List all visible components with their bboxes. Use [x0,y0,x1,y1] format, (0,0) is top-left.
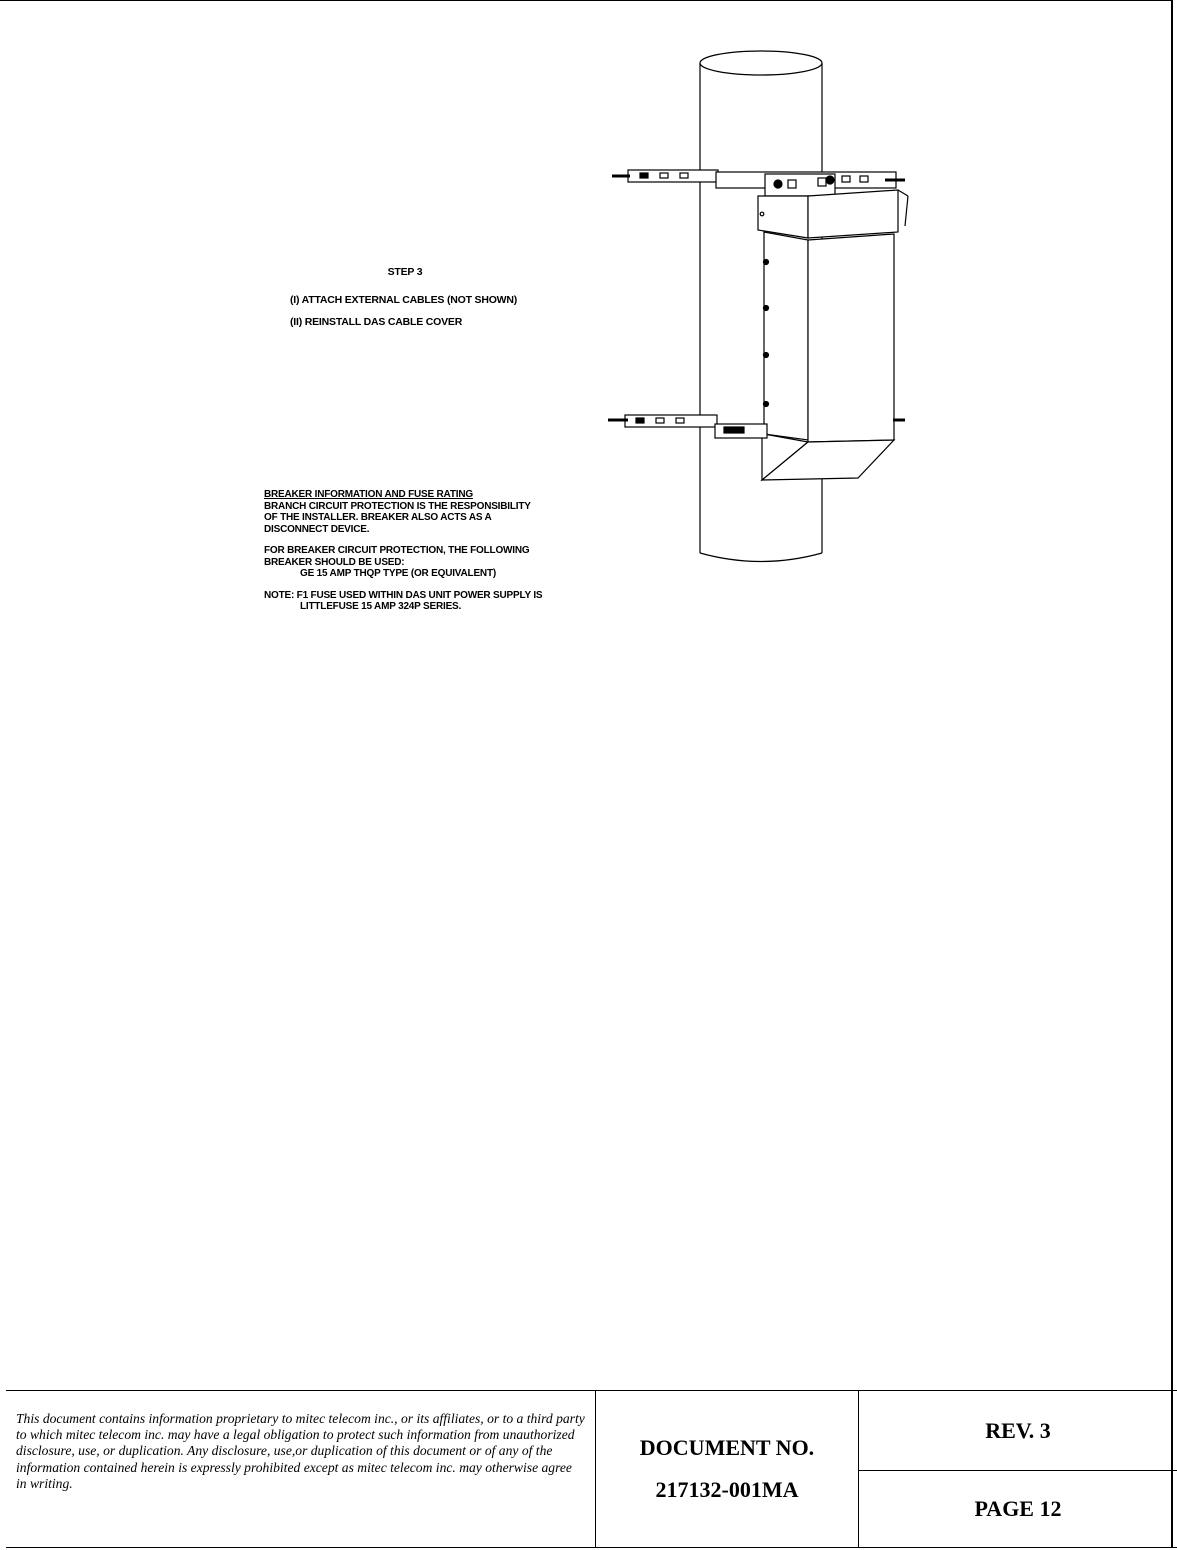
breaker-information [264,489,594,623]
step-line-1: (I) ATTACH EXTERNAL CABLES (NOT SHOWN) [290,294,518,306]
fuse-note-line2: LITTLEFUSE 15 AMP 324P SERIES. [300,601,462,612]
breaker-p2-line2: BREAKER SHOULD BE USED: [264,556,405,568]
breaker-p2-line1: FOR BREAKER CIRCUIT PROTECTION, THE FOLLOWING [264,545,530,556]
proprietary-notice: This document contains information proprietary to mitec telecom inc., or its affiliates, or to a third party to which mitec telecom inc. may have a legal obligation to protect such information from unauthorized disclosure, use, or duplication. Any disclosure, use,or duplication of this document or of any of the information contained herein is expressly prohibited except as mitec telecom inc. may otherwise agree in writing. [6,1391,596,1547]
document-number: 217132-001MA [655,1477,799,1502]
das-enclosure [758,190,908,480]
page-number: PAGE 12 [974,1496,1062,1521]
document-number-label: DOCUMENT NO. [639,1435,815,1460]
fuse-note-line1: NOTE: F1 FUSE USED WITHIN DAS UNIT POWER SUPPLY IS [264,589,543,601]
step-title: STEP 3 [387,266,423,278]
breaker-p1-line1: BRANCH CIRCUIT PROTECTION IS THE RESPONSIBILITY [264,500,531,512]
document-number-cell [596,1391,859,1547]
step-line-2: (II) REINSTALL DAS CABLE COVER [290,316,463,328]
revision-page-cell [859,1391,1177,1547]
breaker-p1-line2: OF THE INSTALLER. BREAKER ALSO ACTS AS A [264,512,492,523]
breaker-p2-line3: GE 15 AMP THQP TYPE (OR EQUIVALENT) [300,568,496,579]
revision: REV. 3 [859,1391,1177,1471]
breaker-heading: BREAKER INFORMATION AND FUSE RATING [264,489,473,500]
document-footer [6,1390,1177,1548]
step-instructions [290,266,610,338]
breaker-p1-line3: DISCONNECT DEVICE. [264,523,370,535]
